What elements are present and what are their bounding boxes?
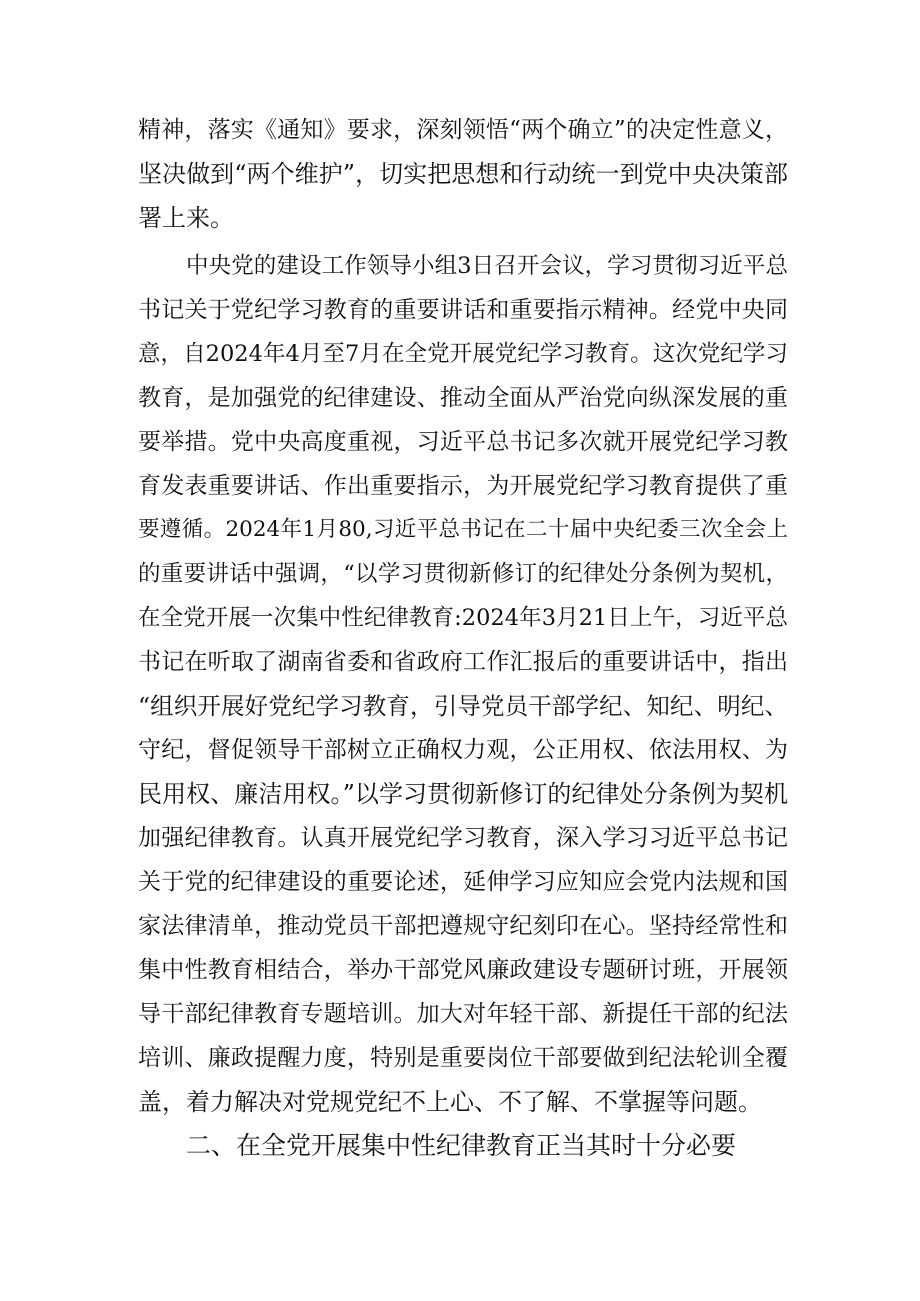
paragraph-2-line-5: 要举措。党中央高度重视，习近平总书记多次就开展党纪学习教: [138, 429, 788, 455]
paragraph-2-line-2: 书记关于党纪学习教育的重要讲话和重要指示精神。经党中央同: [138, 297, 788, 323]
paragraph-2-line-12: 守纪，督促领导干部树立正确权力观，公正用权、依法用权、为: [138, 737, 788, 763]
paragraph-2-line-7: 要遵循。2024年1月80,习近平总书记在二十届中央纪委三次全会上: [138, 517, 788, 542]
paragraph-2-line-14: 加强纪律教育。认真开展党纪学习教育，深入学习习近平总书记: [138, 825, 788, 851]
paragraph-2-line-11: “组织开展好党纪学习教育，引导党员干部学纪、知纪、明纪、: [138, 692, 788, 720]
paragraph-2-line-9: 在全党开展一次集中性纪律教育:2024年3月21日上午，习近平总: [138, 605, 788, 631]
paragraph-2-line-3: 意，自2024年4月至7月在全党开展党纪学习教育。这次党纪学习: [138, 341, 788, 367]
section-heading: 二、在全党开展集中性纪律教育正当其时十分必要: [186, 1131, 737, 1160]
paragraph-2-line-20: 盖，着力解决对党规党纪不上心、不了解、不掌握等问题。: [138, 1088, 762, 1116]
paragraph-2-line-19: 培训、廉政提醒力度，特别是重要岗位干部要做到纪法轮训全覆: [138, 1045, 788, 1071]
paragraph-1-line-3: 署上来。: [138, 204, 234, 232]
paragraph-2-line-17: 集中性教育相结合，举办干部党风廉政建设专题研讨班，开展领: [138, 957, 788, 983]
paragraph-2-line-15: 关于党的纪律建设的重要论述，延伸学习应知应会党内法规和国: [138, 869, 788, 895]
paragraph-2-line-13: 民用权、廉洁用权。”以学习贯彻新修订的纪律处分条例为契机: [138, 780, 788, 808]
paragraph-2-line-1: 中央党的建设工作领导小组3日召开会议，学习贯彻习近平总: [186, 253, 788, 279]
paragraph-2-line-6: 育发表重要讲话、作出重要指示，为开展党纪学习教育提供了重: [138, 473, 788, 499]
paragraph-2-line-4: 教育，是加强党的纪律建设、推动全面从严治党向纵深发展的重: [138, 385, 788, 411]
paragraph-2-line-16: 家法律清单，推动党员干部把遵规守纪刻印在心。坚持经常性和: [138, 913, 788, 939]
paragraph-1-line-2: 坚决做到“两个维护”，切实把思想和行动统一到党中央决策部: [138, 160, 788, 188]
paragraph-1-line-1: 精神，落实《通知》要求，深刻领悟“两个确立”的决定性意义，: [138, 117, 788, 143]
paragraph-2-line-10: 书记在听取了湖南省委和省政府工作汇报后的重要讲话中，指出: [138, 649, 788, 675]
paragraph-2-line-8: 的重要讲话中强调，“以学习贯彻新修订的纪律处分条例为契机，: [138, 561, 788, 587]
paragraph-2-line-18: 导干部纪律教育专题培训。加大对年轻干部、新提任干部的纪法: [138, 1001, 788, 1027]
